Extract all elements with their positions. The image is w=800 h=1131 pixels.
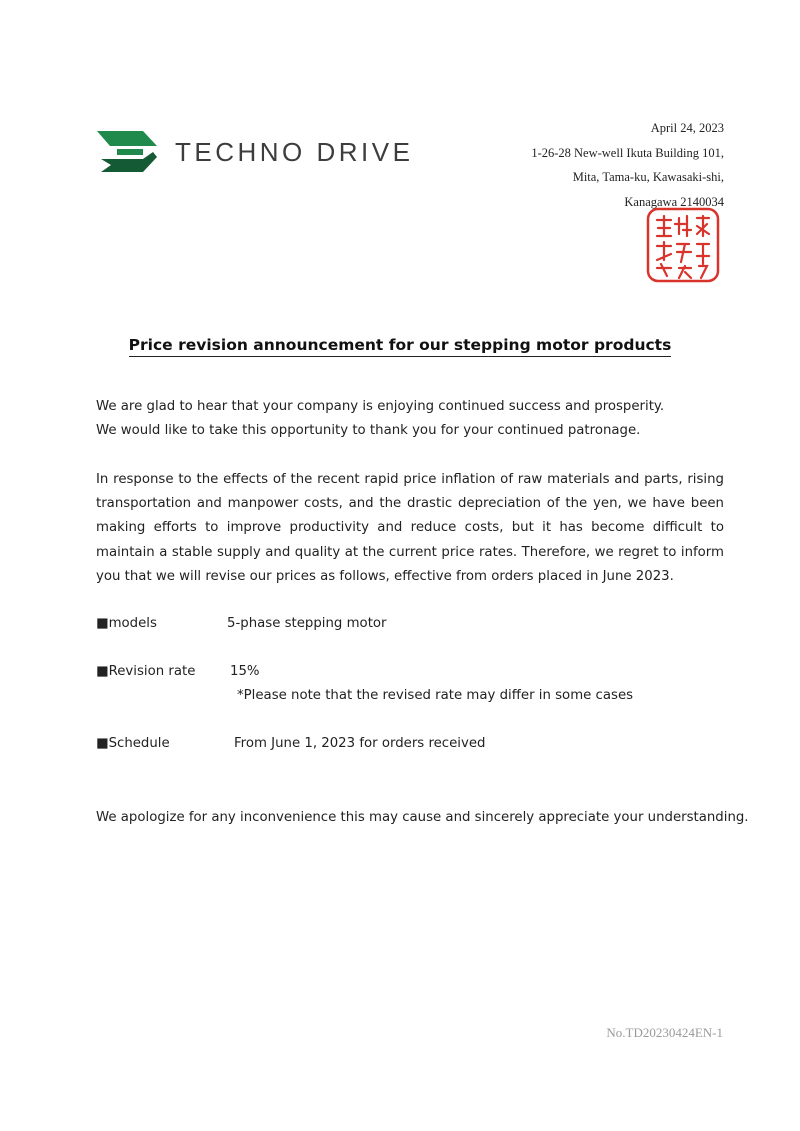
- body-paragraph: In response to the effects of the recent rapid price inflation of raw materials and parts, rising transportation and manpower costs, and the drastic depreciation of the yen, we have been making efforts to improve productivity and reduce costs, but it has become difficult to maintain a stable supply and quality at the current price rates. Therefore, we regret to inform you that we will revise our prices as follows, effective from orders placed in June 2023.: [96, 472, 724, 584]
- techno-drive-logo-icon: [97, 128, 161, 176]
- revision-rate-label: ■Revision rate: [96, 664, 196, 679]
- revision-rate-note: *Please note that the revised rate may differ in some cases: [237, 688, 634, 703]
- document-number: No.TD20230424EN-1: [606, 1025, 723, 1040]
- company-seal-stamp: [645, 206, 721, 284]
- greeting-paragraph: [96, 395, 664, 443]
- page-title: Price revision announcement for our stepping motor products: [0, 335, 800, 354]
- detail-row-revision-rate: [96, 664, 260, 679]
- schedule-label: ■Schedule: [96, 736, 170, 751]
- address-line-1: 1-26-28 New-well Ikuta Building 101,: [531, 145, 724, 160]
- greeting-line-1: We are glad to hear that your company is enjoying continued success and prosperity.: [96, 399, 665, 414]
- sender-address-block: [531, 116, 724, 214]
- closing-paragraph: We apologize for any inconvenience this may cause and sincerely appreciate your understanding.: [96, 810, 749, 825]
- address-line-3: Kanagawa 2140034: [624, 194, 724, 209]
- address-line-2: Mita, Tama-ku, Kawasaki-shi,: [572, 170, 724, 184]
- models-value: 5-phase stepping motor: [227, 616, 387, 631]
- document-date: April 24, 2023: [650, 121, 724, 135]
- models-label: ■models: [96, 616, 157, 631]
- schedule-value: From June 1, 2023 for orders received: [234, 736, 486, 751]
- greeting-line-2: We would like to take this opportunity to thank you for your continued patronage.: [96, 423, 641, 439]
- company-logo: [97, 128, 457, 176]
- revision-rate-value: 15%: [230, 664, 260, 679]
- detail-row-models: [96, 616, 387, 631]
- logo-wordmark: TECHNO DRIVE: [175, 137, 414, 167]
- detail-row-schedule: [96, 736, 486, 751]
